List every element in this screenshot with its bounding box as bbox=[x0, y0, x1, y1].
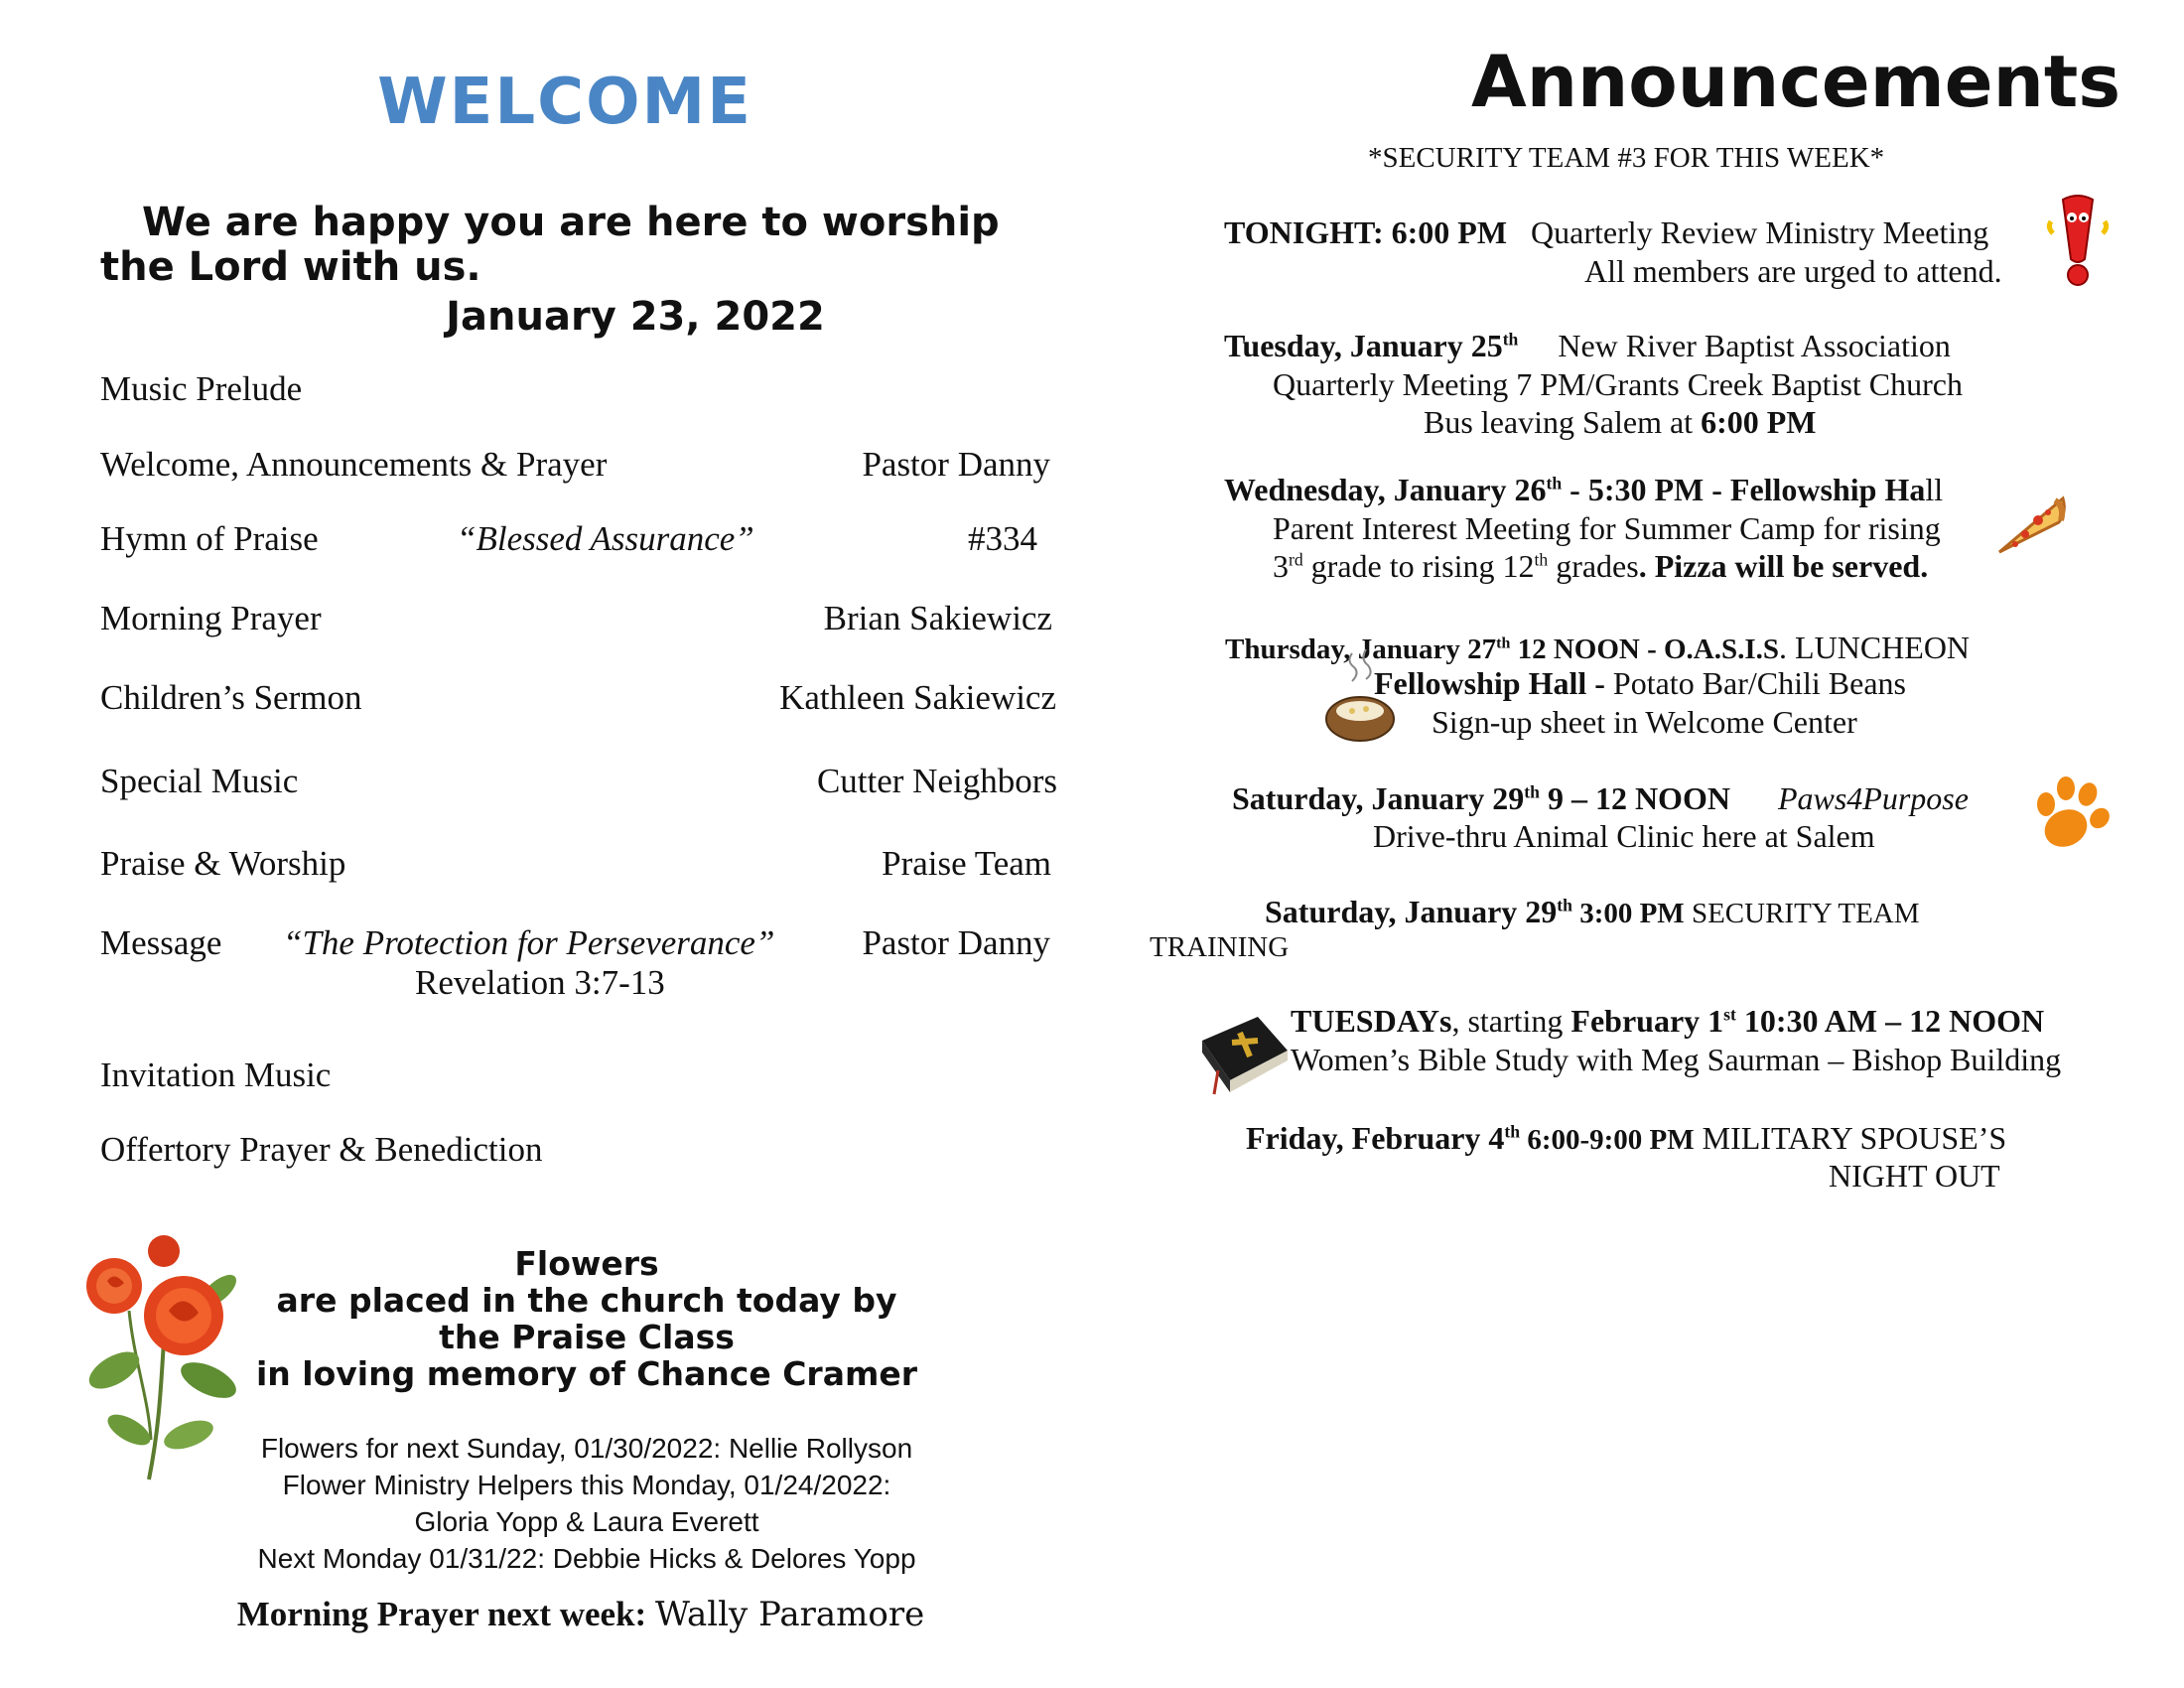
security-team-notice: *SECURITY TEAM #3 FOR THIS WEEK* bbox=[1368, 142, 1885, 174]
flowers-line-3: the Praise Class bbox=[439, 1318, 735, 1356]
flowers-dedication bbox=[254, 1245, 919, 1392]
thursday-line-2: Fellowship Hall - Potato Bar/Chili Beans bbox=[1374, 665, 1906, 701]
flower-helpers-line-1: Flower Ministry Helpers this Monday, 01/24/2022: bbox=[282, 1470, 891, 1500]
wednesday-line-2: Parent Interest Meeting for Summer Camp for rising bbox=[1273, 510, 1941, 546]
tuesday-line-3: Bus leaving Salem at 6:00 PM bbox=[1424, 404, 1817, 440]
saturday-security-announcement: Saturday, January 29th 3:00 PM SECURITY TEAM bbox=[1265, 894, 1920, 929]
order-message-scripture: Revelation 3:7-13 bbox=[415, 963, 665, 1002]
order-special-leader: Cutter Neighbors bbox=[816, 762, 1057, 800]
tuesdays-line-2: Women’s Bible Study with Meg Saurman – Bishop Building bbox=[1291, 1042, 2062, 1077]
order-morning-prayer-leader: Brian Sakiewicz bbox=[823, 599, 1052, 637]
flowers-schedule bbox=[244, 1430, 929, 1577]
intro-line-2: the Lord with us. bbox=[100, 244, 481, 290]
order-message-title: “The Protection for Perseverance” bbox=[283, 923, 775, 962]
flowers-next-sunday: Flowers for next Sunday, 01/30/2022: Nellie Rollyson bbox=[260, 1433, 913, 1464]
baked-potato-icon bbox=[1322, 645, 1398, 745]
order-morning-prayer-label: Morning Prayer bbox=[100, 599, 322, 637]
flower-helpers-line-2: Gloria Yopp & Laura Everett bbox=[414, 1506, 759, 1537]
saturday-clinic-line-2: Drive-thru Animal Clinic here at Salem bbox=[1373, 818, 1875, 854]
order-hymn-number: #334 bbox=[968, 519, 1037, 558]
order-message-label: Message bbox=[100, 923, 222, 962]
tonight-when: TONIGHT: 6:00 PM bbox=[1224, 214, 1508, 250]
order-welcome-label: Welcome, Announcements & Prayer bbox=[100, 445, 608, 484]
friday-line-2: NIGHT OUT bbox=[1829, 1158, 2000, 1194]
flowers-line-4: in loving memory of Chance Cramer bbox=[255, 1354, 918, 1393]
intro-line-1: We are happy you are here to worship bbox=[142, 200, 1000, 245]
announcements-title: Announcements bbox=[1471, 40, 2121, 123]
flowers-line-2: are placed in the church today by bbox=[276, 1281, 897, 1320]
thursday-line-3: Sign-up sheet in Welcome Center bbox=[1432, 704, 1857, 740]
order-message-leader: Pastor Danny bbox=[862, 923, 1050, 962]
wednesday-announcement: Wednesday, January 26th - 5:30 PM - Fellowship Hall bbox=[1224, 472, 1944, 507]
rose-bouquet-icon bbox=[69, 1231, 258, 1489]
order-hymn-title: “Blessed Assurance” bbox=[457, 519, 754, 558]
order-praise-leader: Praise Team bbox=[882, 844, 1051, 883]
tuesday-announcement bbox=[1224, 328, 1951, 364]
welcome-intro bbox=[100, 201, 1000, 290]
bible-icon bbox=[1196, 1011, 1292, 1096]
morning-prayer-next-label: Morning Prayer next week: bbox=[236, 1595, 647, 1633]
thursday-announcement: Thursday, January 27th 12 NOON - O.A.S.I.S. LUNCHEON bbox=[1225, 630, 1971, 665]
order-childrens-leader: Kathleen Sakiewicz bbox=[779, 678, 1056, 717]
service-date: January 23, 2022 bbox=[446, 294, 825, 340]
order-childrens-label: Children’s Sermon bbox=[100, 678, 362, 717]
tonight-what: Quarterly Review Ministry Meeting bbox=[1531, 214, 1989, 250]
exclamation-mascot-icon bbox=[2045, 194, 2111, 289]
tuesdays-announcement: TUESDAYs, starting February 1st 10:30 AM – 12 NOON bbox=[1291, 1003, 2045, 1039]
order-music-prelude: Music Prelude bbox=[100, 369, 303, 408]
order-praise-label: Praise & Worship bbox=[100, 844, 346, 883]
tuesday-line-2: Quarterly Meeting 7 PM/Grants Creek Baptist Church bbox=[1273, 366, 1963, 402]
morning-prayer-next-week bbox=[0, 1595, 1161, 1634]
saturday-clinic-announcement: Saturday, January 29th 9 – 12 NOON Paws4Purpose bbox=[1232, 780, 1969, 816]
tuesday-day: Tuesday, January 25th bbox=[1224, 328, 1519, 363]
flowers-heading: Flowers bbox=[514, 1244, 659, 1283]
flowers-next-monday: Next Monday 01/31/22: Debbie Hicks & Delores Yopp bbox=[257, 1543, 916, 1574]
tuesday-what: New River Baptist Association bbox=[1558, 328, 1951, 363]
order-welcome-leader: Pastor Danny bbox=[862, 445, 1050, 484]
welcome-title: WELCOME bbox=[377, 66, 752, 139]
pizza-slice-icon bbox=[1993, 492, 2067, 558]
tonight-announcement bbox=[1224, 214, 1988, 251]
paw-print-icon bbox=[2030, 774, 2112, 856]
wednesday-line-3: 3rd grade to rising 12th grades. Pizza will be served. bbox=[1273, 548, 1929, 584]
order-offertory: Offertory Prayer & Benediction bbox=[100, 1130, 543, 1169]
friday-announcement: Friday, February 4th 6:00-9:00 PM MILITARY SPOUSE’S bbox=[1246, 1120, 2007, 1156]
order-special-label: Special Music bbox=[100, 762, 299, 800]
order-invitation: Invitation Music bbox=[100, 1055, 332, 1094]
morning-prayer-next-name: Wally Paramore bbox=[654, 1595, 925, 1634]
order-hymn-label: Hymn of Praise bbox=[100, 519, 319, 558]
saturday-security-line-2: TRAINING bbox=[1150, 931, 1290, 963]
tonight-note: All members are urged to attend. bbox=[1584, 253, 2002, 289]
